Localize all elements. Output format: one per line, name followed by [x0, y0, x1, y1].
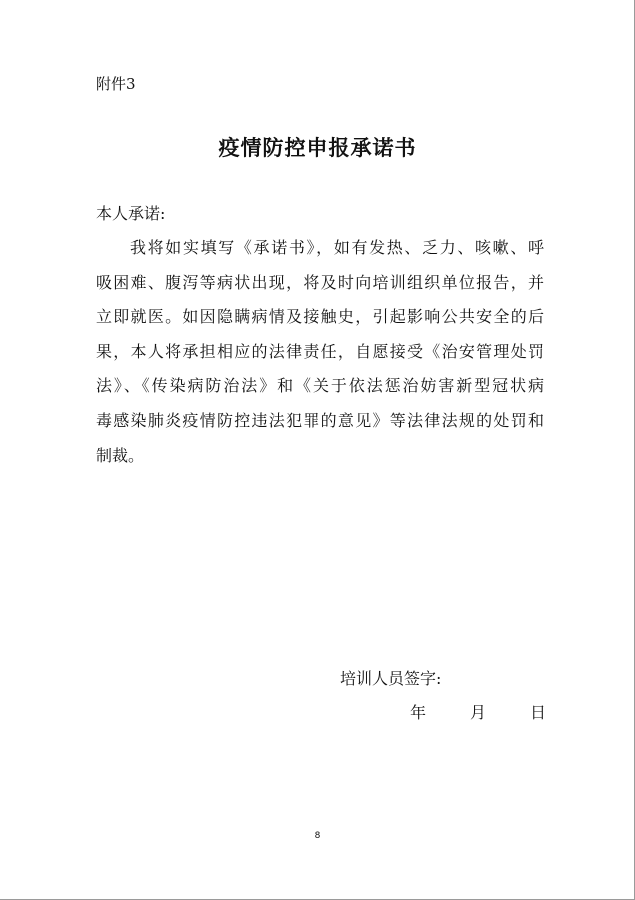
commitment-greeting: 本人承诺: [96, 204, 166, 223]
date-month-label: 月 [470, 703, 487, 722]
document-title: 疫情防控申报承诺书 [218, 135, 417, 160]
date-day-label: 日 [530, 703, 547, 722]
body-line-5: 法》、《传染病防治法》和《关于依法惩治妨害新型冠状病 [96, 376, 544, 396]
attachment-label: 附件3 [96, 75, 136, 93]
body-line-4: 果，本人将承担相应的法律责任，自愿接受《治安管理处罚 [96, 341, 544, 361]
date-year-label: 年 [410, 703, 427, 722]
body-line-7: 制裁。 [96, 445, 145, 465]
body-line-1: 我将如实填写《承诺书》，如有发热、乏力、咳嗽、呼 [130, 238, 544, 257]
commitment-body [96, 235, 544, 477]
body-line-3: 立即就医。如因隐瞒病情及接触史，引起影响公共安全的后 [96, 307, 544, 327]
body-line-6: 毒感染肺炎疫情防控违法犯罪的意见》等法律法规的处罚和 [96, 410, 544, 430]
signature-label: 培训人员签字: [340, 669, 442, 688]
page-number: 8 [314, 831, 321, 841]
body-line-2: 吸困难、腹泻等病状出现，将及时向培训组织单位报告，并 [96, 272, 544, 292]
